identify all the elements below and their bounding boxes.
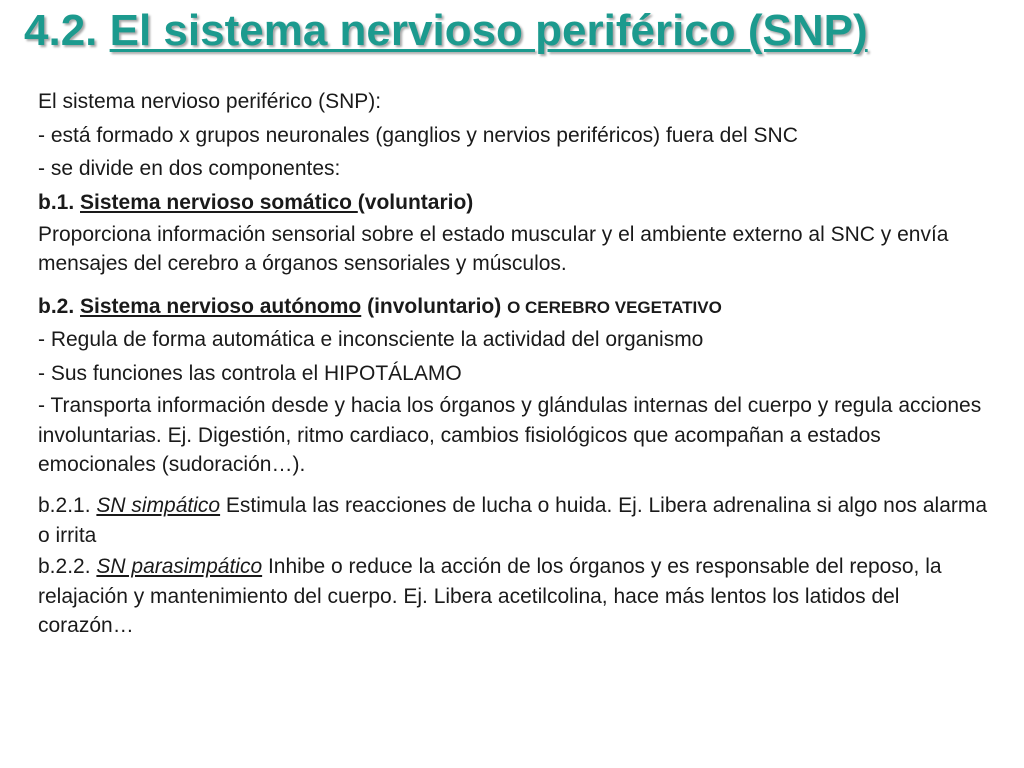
autonomic-name: Sistema nervioso autónomo [80, 294, 362, 318]
intro-line-1: El sistema nervioso periférico (SNP): [38, 90, 382, 113]
somatic-qualifier: (voluntario) [357, 190, 474, 214]
parasympathetic-text: Inhibe o reduce la acción de los órganos y es responsable del reposo, la relajación y mantenimiento del cuerpo. Ej. Libera acetilcolina, hace más lentos los latidos del corazón… [38, 555, 942, 638]
parasympathetic-label: b.2.2. [38, 555, 97, 579]
somatic-name: Sistema nervioso somático [80, 190, 358, 214]
autonomic-point-3: - Transporta información desde y hacia los órganos y glándulas internas del cuerpo y regula acciones involuntarias. Ej. Digestión, ritmo cardiaco, cambios fisiológicos que acompañan a estados emocionales (sudoración…). [38, 394, 982, 477]
autonomic-alt-name: O CEREBRO VEGETATIVO [507, 297, 722, 317]
parasympathetic-name: SN parasimpático [96, 555, 263, 579]
somatic-label: b.1. [38, 190, 81, 214]
somatic-description: Proporciona información sensorial sobre el estado muscular y el ambiente externo al SNC y envía mensajes del cerebro a órganos sensoriales y músculos. [38, 223, 949, 276]
sympathetic-label: b.2.1. [38, 494, 97, 518]
sympathetic-paragraph [38, 491, 988, 550]
intro-line-3: - se divide en dos componentes: [38, 157, 341, 180]
sympathetic-name: SN simpático [96, 494, 221, 518]
autonomic-label: b.2. [38, 294, 81, 318]
title-underlined: El sistema nervioso periférico (SNP) [109, 6, 868, 55]
autonomic-point-2: - Sus funciones las controla el HIPOTÁLAMO [38, 361, 462, 385]
autonomic-qualifier: (involuntario) [361, 294, 508, 318]
autonomic-heading [38, 291, 988, 323]
sympathetic-text: Estimula las reacciones de lucha o huida. Ej. Libera adrenalina si algo nos alarma o irrita [38, 494, 988, 547]
slide-title [24, 6, 868, 56]
intro-line-2: - está formado x grupos neuronales (ganglios y nervios periféricos) fuera del SNC [38, 123, 798, 147]
title-prefix: 4.2. [24, 6, 110, 55]
somatic-heading [38, 187, 988, 219]
parasympathetic-paragraph [38, 552, 988, 640]
slide-body [38, 86, 988, 640]
autonomic-point-1: - Regula de forma automática e inconsciente la actividad del organismo [38, 328, 704, 352]
